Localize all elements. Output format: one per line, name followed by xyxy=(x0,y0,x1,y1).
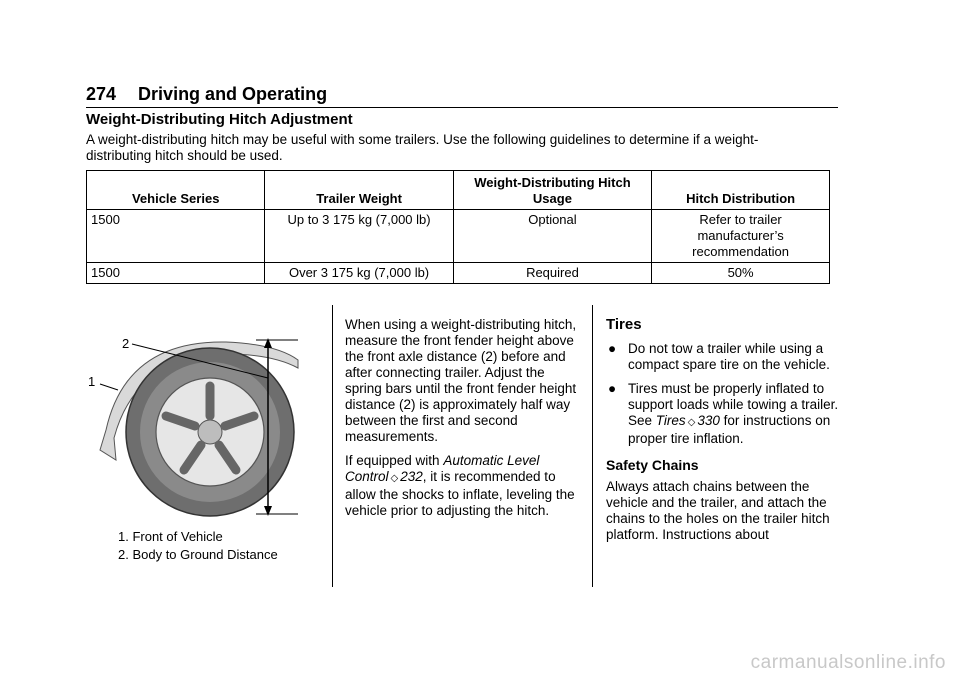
section-title: Weight-Distributing Hitch Adjustment xyxy=(86,111,353,128)
bullet-item xyxy=(606,381,840,447)
table-row xyxy=(87,263,830,284)
page-header xyxy=(86,83,838,108)
page-number: 274 xyxy=(86,84,117,104)
bullet-icon: ● xyxy=(608,341,617,356)
table-header-row xyxy=(87,171,830,210)
text-span: Tires must be properly inflated to support loads while towing a trailer. See xyxy=(628,381,839,428)
safety-chains-paragraph: Always attach chains between the vehicle and the trailer, and attach the chains to the holes on the trailer hitch platform. Instructions about xyxy=(606,479,830,542)
text-span: If equipped with xyxy=(345,453,444,468)
safety-chains-heading: Safety Chains xyxy=(606,457,699,473)
text-span: for instructions on proper tire inflation. xyxy=(628,413,831,446)
figure-legend xyxy=(118,528,278,564)
page-ref-icon: ◇ xyxy=(390,473,399,484)
table-cell: 1500 xyxy=(87,210,265,263)
intro-paragraph: A weight-distributing hitch may be useful with some trailers. Use the following guidelines to determine if a weight-distributing hitch should be used. xyxy=(86,132,759,163)
legend-item: 2. Body to Ground Distance xyxy=(118,547,278,562)
page-ref-number[interactable]: 330 xyxy=(697,413,720,428)
wheel-illustration xyxy=(86,320,316,520)
table-cell: Required xyxy=(453,263,651,284)
column-header: Vehicle Series xyxy=(87,171,265,210)
table-cell: Over 3 175 kg (7,000 lb) xyxy=(265,263,453,284)
hitch-guidelines-table xyxy=(86,170,830,284)
column-divider xyxy=(592,305,593,587)
level-control-paragraph xyxy=(345,453,577,519)
callout-line-1 xyxy=(100,384,118,390)
column-header: Weight-Distributing Hitch Usage xyxy=(453,171,651,210)
table-cell: 50% xyxy=(652,263,830,284)
table-cell: Up to 3 175 kg (7,000 lb) xyxy=(265,210,453,263)
chapter-title: Driving and Operating xyxy=(138,84,328,104)
column-divider xyxy=(332,305,333,587)
bullet-text xyxy=(628,381,838,446)
column-header: Trailer Weight xyxy=(265,171,453,210)
text-span: , it is recommended to allow the shocks to inflate, leveling the vehicle prior to adjusting the hitch. xyxy=(345,469,575,518)
bullet-icon: ● xyxy=(608,381,617,396)
table-cell: Optional xyxy=(453,210,651,263)
watermark-text: carmanualsonline.info xyxy=(750,652,946,673)
page-ref-number[interactable]: 232 xyxy=(400,469,423,484)
column-header: Hitch Distribution xyxy=(652,171,830,210)
table-cell: Refer to trailer manufacturer’s recommendation xyxy=(652,210,830,263)
legend-item: 1. Front of Vehicle xyxy=(118,529,223,544)
measurement-paragraph: When using a weight-distributing hitch, measure the front fender height above the front axle distance (2) before and after connecting trailer. Adjust the spring bars until the front fender height distance (2) is approximately half way between the first and second measurements. xyxy=(345,317,577,444)
bullet-item xyxy=(606,341,840,373)
tires-link[interactable]: Tires xyxy=(655,413,686,428)
automatic-level-control-link[interactable]: Automatic Level Control xyxy=(345,453,540,484)
hub-shape xyxy=(198,420,222,444)
bullet-text: Do not tow a trailer while using a compact spare tire on the vehicle. xyxy=(628,341,830,372)
table-row xyxy=(87,210,830,263)
callout-label-1: 1 xyxy=(88,374,96,389)
tires-heading: Tires xyxy=(606,316,642,333)
hitch-instructions-column xyxy=(345,317,577,527)
tires-column xyxy=(606,317,840,543)
callout-label-2: 2 xyxy=(122,336,130,351)
page-ref-icon: ◇ xyxy=(687,417,696,428)
table-cell: 1500 xyxy=(87,263,265,284)
